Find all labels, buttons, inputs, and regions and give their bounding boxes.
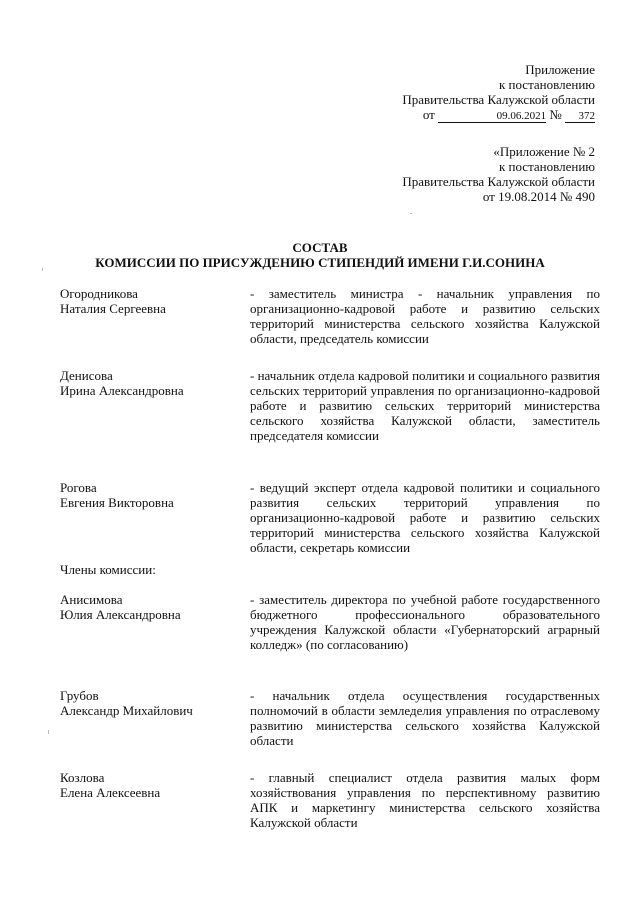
member-role: - заместитель министра - начальник управления по организационно-кадровой работе и развитию сельских территорий министерства сельского хозяйства Калужской области, председатель комиссии — [250, 286, 600, 346]
member-role: - заместитель директора по учебной работе государственного бюджетного профессионального образовательного учреждения Калужской области «Губернаторский аграрный колледж» (по согласованию) — [250, 592, 600, 652]
member-surname: Рогова — [60, 480, 97, 495]
member-role: - главный специалист отдела развития малых форм хозяйствования управления по перспективному развитию АПК и маркетингу министерства сельского хозяйства Калужской области — [250, 770, 600, 830]
appendix-header — [402, 62, 595, 123]
member-role: - начальник отдела кадровой политики и социального развития сельских территорий управления по организационно-кадровой работе и развитию сельских территорий министерства сельского хозяйства Калужской области, заместитель председателя комиссии — [250, 368, 601, 443]
member-surname: Козлова — [60, 770, 105, 785]
member-given-names: Ирина Александровна — [60, 383, 184, 398]
appendix-title: Приложение — [525, 62, 595, 77]
from-label: от — [422, 107, 435, 122]
resolution-date: 09.06.2021 — [438, 110, 546, 123]
number-label: № — [549, 107, 562, 122]
member-name — [60, 286, 240, 316]
member-name — [60, 480, 240, 510]
member-given-names: Александр Михайлович — [60, 703, 193, 718]
member-given-names: Елена Алексеевна — [60, 785, 161, 800]
member-surname: Грубов — [60, 688, 99, 703]
members-heading: Члены комиссии: — [60, 562, 156, 577]
member-given-names: Евгения Викторовна — [60, 495, 174, 510]
member-surname: Огородникова — [60, 286, 138, 301]
resolution-date-line — [402, 107, 595, 123]
document-title — [0, 240, 640, 270]
member-role: - ведущий эксперт отдела кадровой политики и социального развития сельских территорий управления по организационно-кадровой работе и развитию сельских территорий министерства сельского хозяйства Калужской области, секретарь комиссии — [250, 480, 600, 555]
member-surname: Денисова — [60, 368, 113, 383]
scan-speck — [42, 268, 43, 271]
member-given-names: Юлия Александровна — [60, 607, 181, 622]
title-composition: СОСТАВ — [292, 240, 348, 255]
scan-speck — [410, 213, 412, 214]
member-surname: Анисимова — [60, 592, 123, 607]
appendix-government: Правительства Калужской области — [402, 92, 595, 107]
resolution-number: 372 — [565, 110, 595, 123]
member-name — [60, 688, 240, 718]
appendix-to-resolution: к постановлению — [498, 77, 595, 92]
amended-appendix-header — [402, 144, 595, 204]
member-given-names: Наталия Сергеевна — [60, 301, 166, 316]
amended-appendix-title: «Приложение № 2 — [493, 144, 595, 159]
member-name — [60, 770, 240, 800]
member-name — [60, 368, 240, 398]
amended-appendix-date: от 19.08.2014 № 490 — [482, 189, 595, 204]
member-role: - начальник отдела осуществления государственных полномочий в области земледелия управления по отраслевому развитию министерства сельского хозяйства Калужской области — [250, 688, 600, 748]
amended-appendix-to-resolution: к постановлению — [498, 159, 595, 174]
scan-speck — [48, 730, 49, 734]
title-commission: КОМИССИИ ПО ПРИСУЖДЕНИЮ СТИПЕНДИЙ ИМЕНИ Г.И.СОНИНА — [95, 255, 545, 270]
member-name — [60, 592, 240, 622]
amended-appendix-government: Правительства Калужской области — [402, 174, 595, 189]
